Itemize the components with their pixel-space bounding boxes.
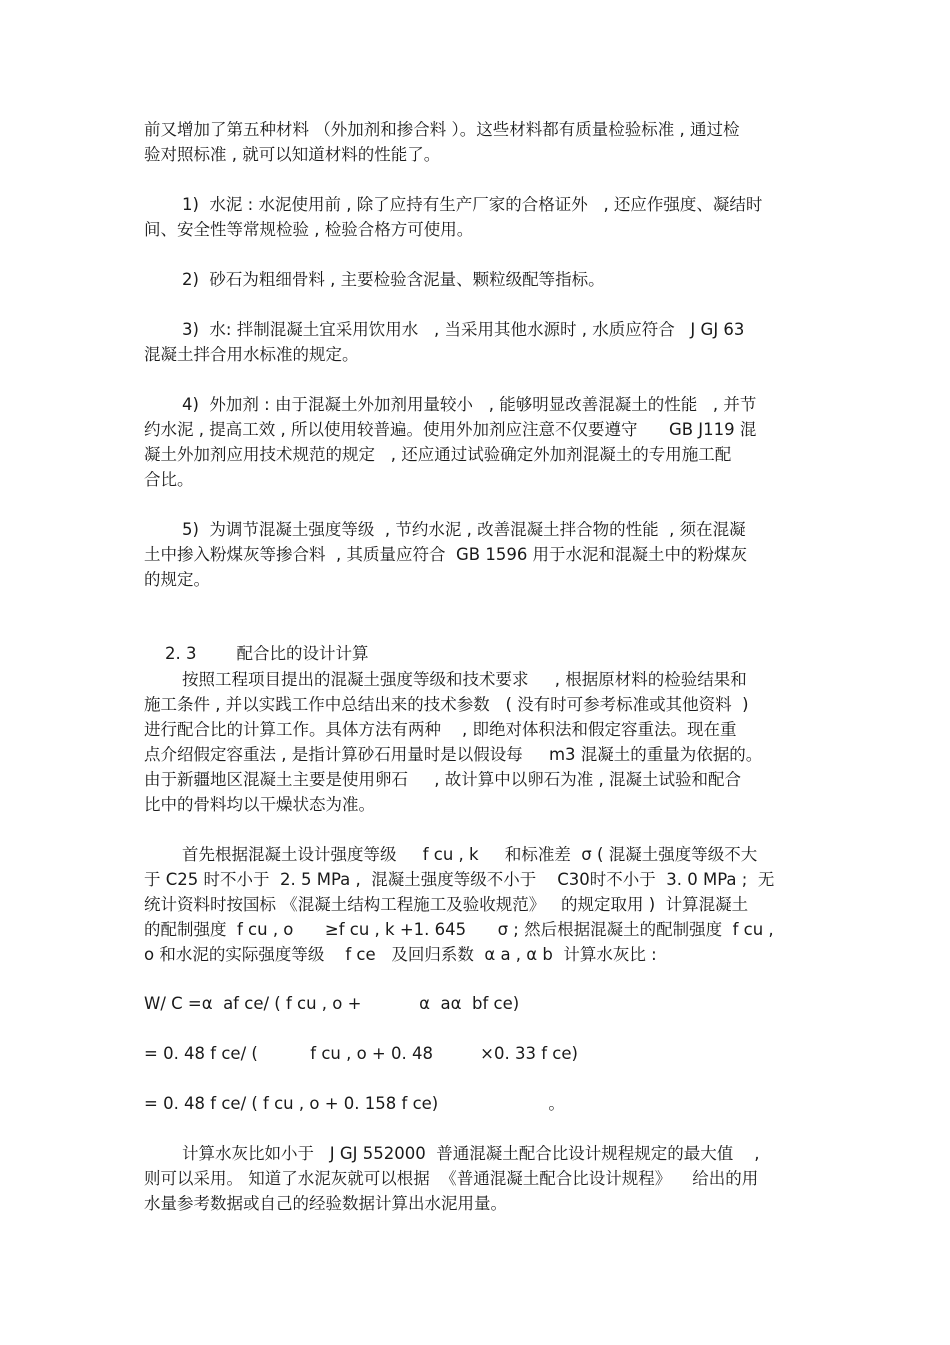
para2-line-2: 于 C25 时不小于 2. 5 MPa , 混凝土强度等级不小于 C30时不小于 3. 0 MPa ; 无 [144, 870, 775, 889]
formula-3: = 0. 48 f ce/ ( f cu , o + 0. 158 f ce) 。 [144, 1094, 565, 1113]
para1-line-2: 施工条件 , 并以实践工作中总结出来的技术参数 ( 没有时可参考标准或其他资料 ) [144, 695, 749, 714]
intro-line-1: 前又增加了第五种材料 （外加剂和掺合料 ）。这些材料都有质量检验标准 , 通过检 [144, 120, 740, 139]
item-5-line-1: 5) 为调节混凝土强度等级 , 节约水泥 , 改善混凝土拌合物的性能 , 须在混凝 [182, 520, 746, 539]
item-5-line-3: 的规定。 [144, 570, 210, 589]
para2-line-5: o 和水泥的实际强度等级 f ce 及回归系数 α a , α b 计算水灰比 : [144, 945, 657, 964]
item-1-line-1: 1) 水泥 : 水泥使用前 , 除了应持有生产厂家的合格证外 , 还应作强度、凝结时 [182, 195, 763, 214]
formula-1: W/ C =α af ce/ ( f cu , o + α aα bf ce) [144, 994, 520, 1013]
item-4-line-4: 合比。 [144, 470, 194, 489]
intro-line-2: 验对照标准 , 就可以知道材料的性能了。 [144, 145, 441, 164]
item-4-line-2: 约水泥 , 提高工效 , 所以使用较普遍。使用外加剂应注意不仅要遵守 GB J119 混 [144, 420, 757, 439]
para3-line-3: 水量参考数据或自己的经验数据计算出水泥用量。 [144, 1194, 507, 1213]
para2-line-3: 统计资料时按国标 《混凝土结构工程施工及验收规范》 的规定取用 ) 计算混凝土 [144, 895, 749, 914]
para2-line-4: 的配制强度 f cu , o ≥f cu , k +1. 645 σ ; 然后根据混凝土的配制强度 f cu , [144, 920, 774, 939]
para1-line-6: 比中的骨料均以干燥状态为准。 [144, 795, 375, 814]
para3-line-2: 则可以采用。 知道了水泥灰就可以根据 《普通混凝土配合比设计规程》 给出的用 [144, 1169, 759, 1188]
item-1-line-2: 间、安全性等常规检验 , 检验合格方可使用。 [144, 220, 474, 239]
item-2-line-1: 2) 砂石为粗细骨料 , 主要检验含泥量、颗粒级配等指标。 [182, 270, 605, 289]
item-4-line-3: 凝土外加剂应用技术规范的规定 , 还应通过试验确定外加剂混凝土的专用施工配 [144, 445, 732, 464]
formula-2: = 0. 48 f ce/ ( f cu , o + 0. 48 ×0. 33 f ce) [144, 1044, 578, 1063]
item-5-line-2: 土中掺入粉煤灰等掺合料 , 其质量应符合 GB 1596 用于水泥和混凝土中的粉煤灰 [144, 545, 748, 564]
para1-line-1: 按照工程项目提出的混凝土强度等级和技术要求 , 根据原材料的检验结果和 [182, 670, 747, 689]
item-3-line-1: 3) 水: 拌制混凝土宜采用饮用水 , 当采用其他水源时 , 水质应符合 J GJ 63 [182, 320, 745, 339]
item-4-line-1: 4) 外加剂 : 由于混凝土外加剂用量较小 , 能够明显改善混凝土的性能 , 并节 [182, 395, 757, 414]
para2-line-1: 首先根据混凝土设计强度等级 f cu , k 和标准差 σ ( 混凝土强度等级不大 [182, 845, 758, 864]
para3-line-1: 计算水灰比如小于 J GJ 552000 普通混凝土配合比设计规程规定的最大值 , [182, 1144, 760, 1163]
item-3-line-2: 混凝土拌合用水标准的规定。 [144, 345, 359, 364]
para1-line-4: 点介绍假定容重法 , 是指计算砂石用量时是以假设每 m3 混凝土的重量为依据的。 [144, 745, 763, 764]
para1-line-5: 由于新疆地区混凝土主要是使用卵石 , 故计算中以卵石为准 , 混凝土试验和配合 [144, 770, 741, 789]
section-number: 2. 3 [164, 644, 197, 663]
section-title: 配合比的设计计算 [236, 644, 369, 663]
para1-line-3: 进行配合比的计算工作。具体方法有两种 , 即绝对体积法和假定容重法。现在重 [144, 720, 737, 739]
